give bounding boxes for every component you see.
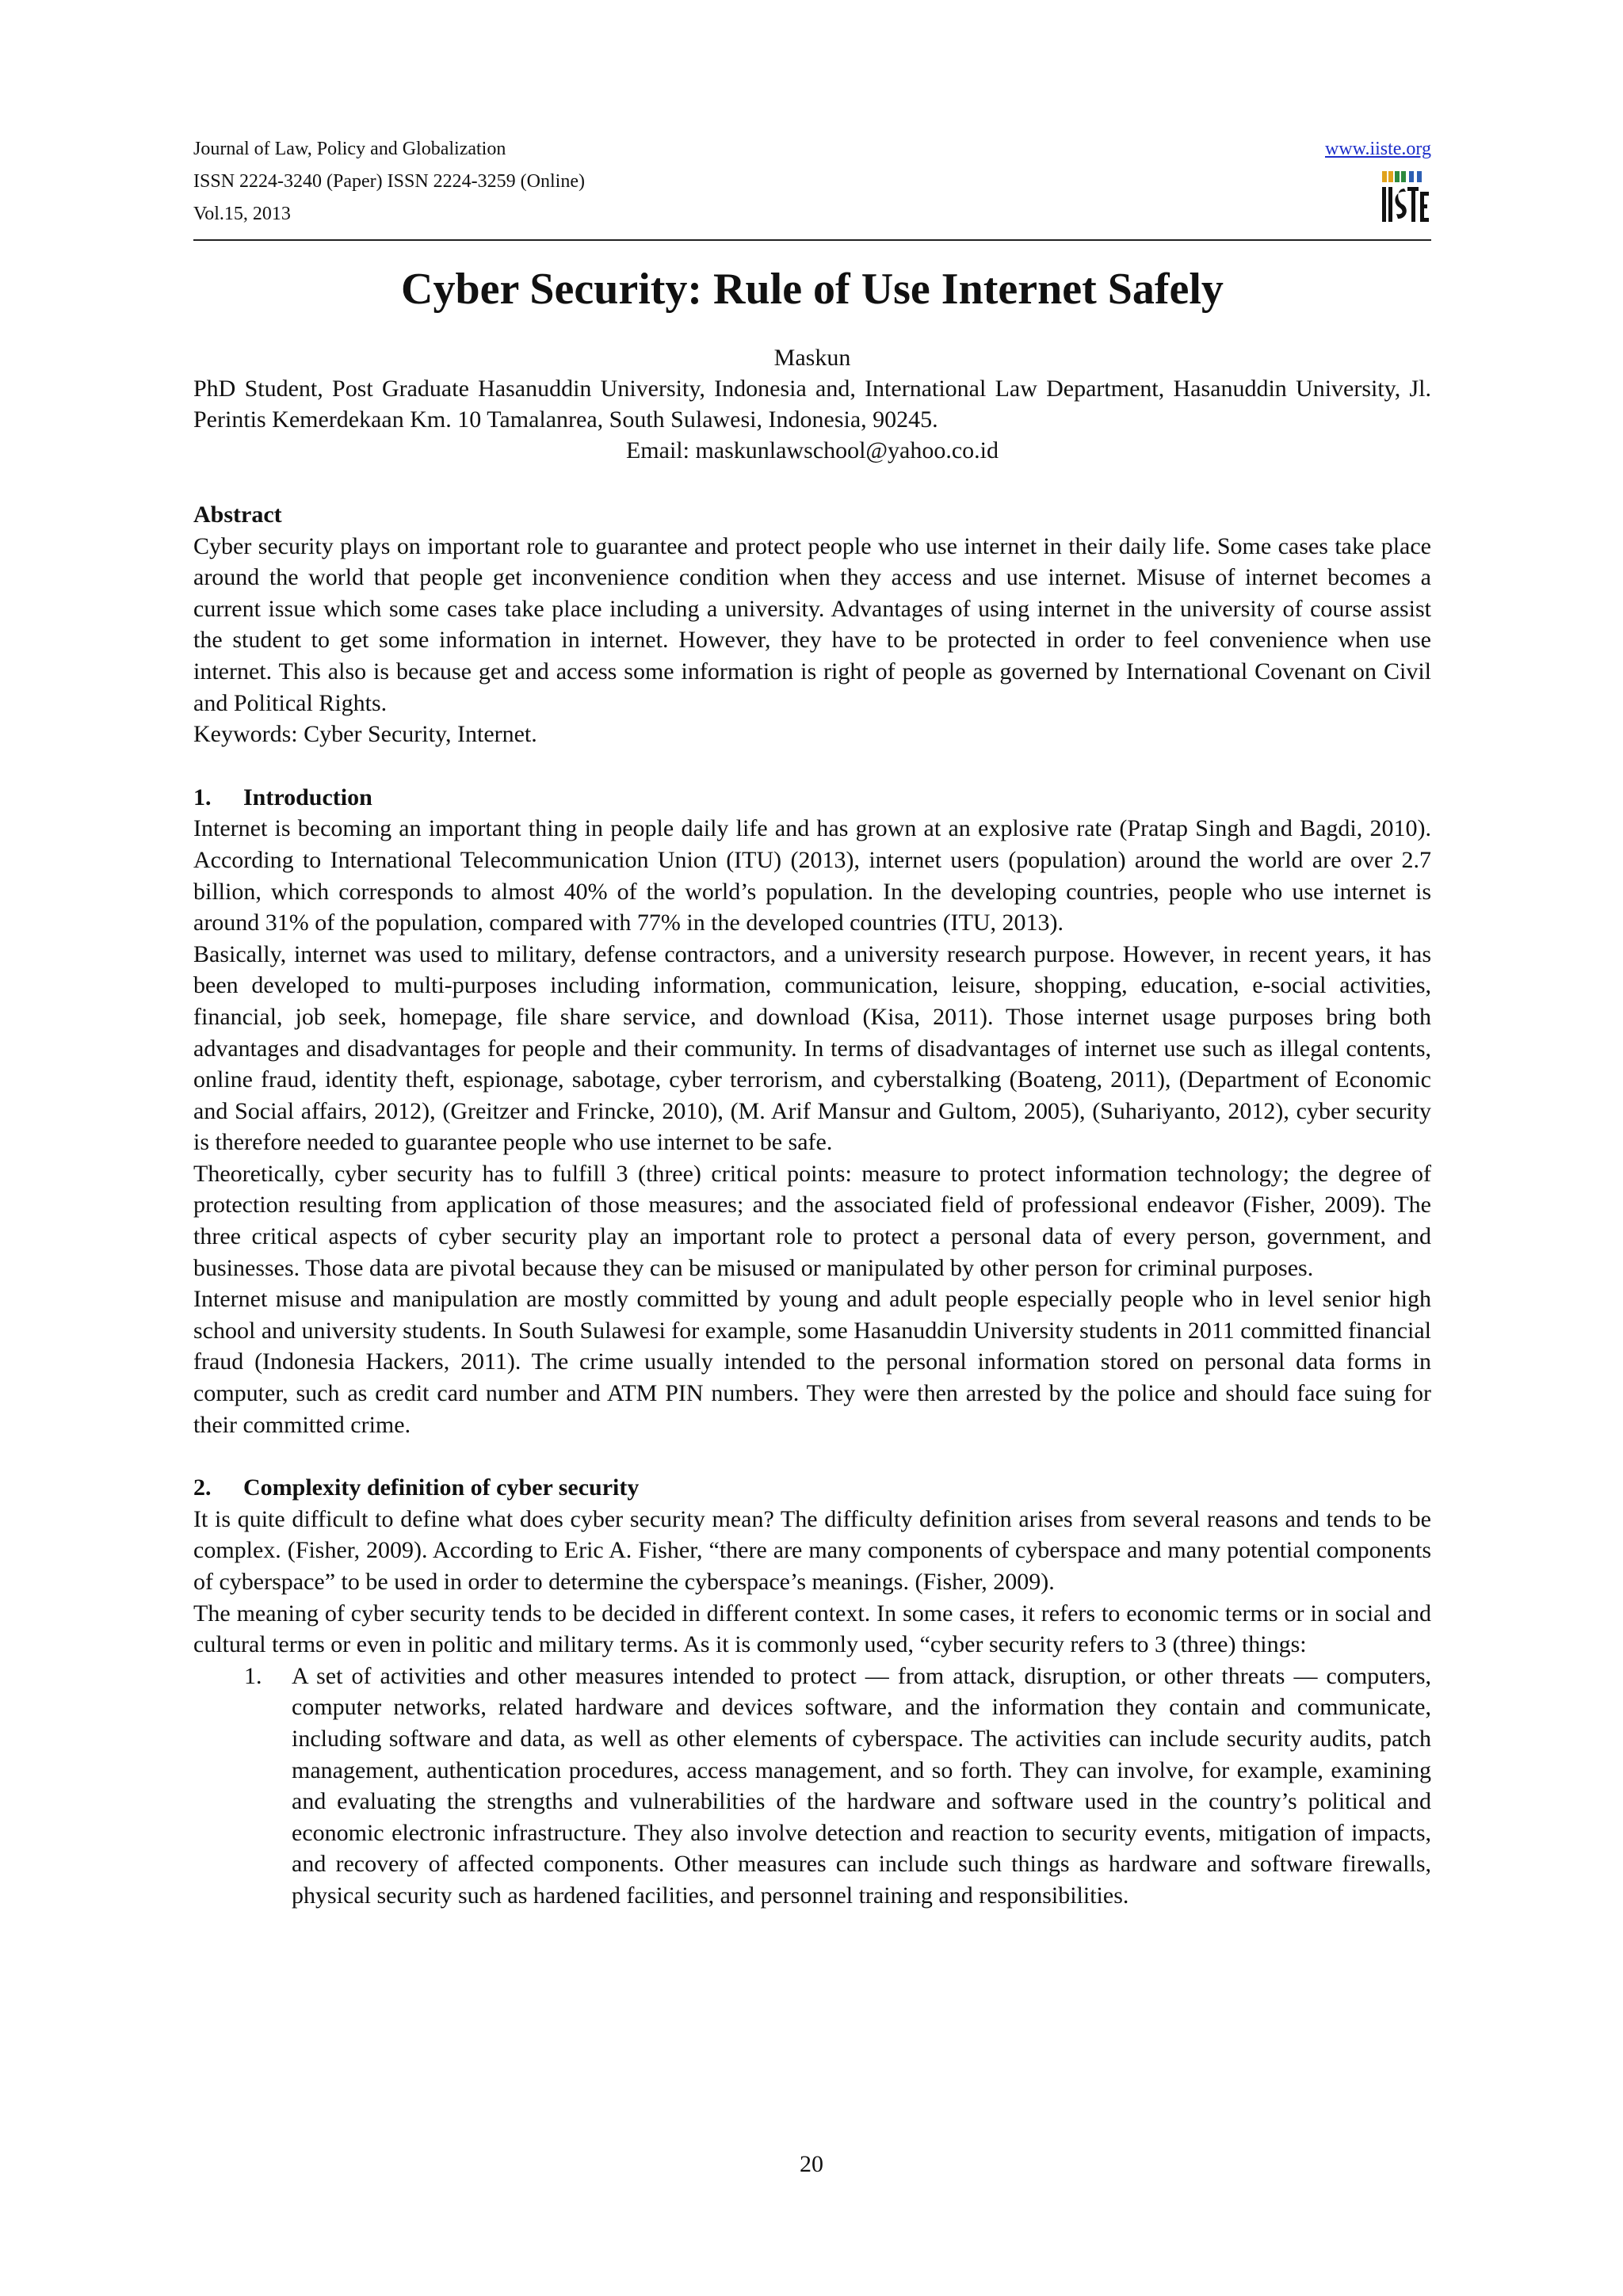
journal-name: Journal of Law, Policy and Globalization: [193, 139, 506, 159]
section-1-heading: [193, 782, 1431, 814]
paper-title: Cyber Security: Rule of Use Internet Safely: [401, 265, 1224, 314]
section-1-paragraph: Theoretically, cyber security has to fulfill 3 (three) critical points: measure to protect information technology; the degree of protection resulting from application of those measures; and the associated field of professional endeavor (Fisher, 2009). The three critical aspects of cyber security play an important role to protect a personal data of every person, government, and businesses. Those data are pivotal because they can be misused or manipulated by other person for criminal purposes.: [193, 1160, 1431, 1281]
journal-issn: ISSN 2224-3240 (Paper) ISSN 2224-3259 (Online): [193, 171, 585, 192]
section-2-paragraph: It is quite difficult to define what does cyber security mean? The difficulty definition arises from several reasons and tends to be complex. (Fisher, 2009). According to Eric A. Fisher, “there are many components of cyberspace and many potential components of cyberspace” to be used in order to determine the cyberspace’s meanings. (Fisher, 2009).: [193, 1505, 1431, 1595]
cyber-security-definition-list: [193, 1661, 1431, 1912]
list-item-text: A set of activities and other measures intended to protect — from attack, disruption, or other threats — computers, computer networks, related hardware and devices software, and the information they contain and communicate, including software and data, as well as other elements of cyberspace. The activities can include security audits, patch management, authentication procedures, access management, and so forth. They can involve, for example, examining and evaluating the strengths and vulnerabilities of the hardware and software used in the country’s political and economic electronic infrastructure. They also involve detection and reaction to security events, mitigation of impacts, and recovery of affected components. Other measures can include such things as hardware and software firewalls, physical security such as hardened facilities, and personnel training and responsibilities.: [292, 1662, 1431, 1909]
section-2-paragraph: The meaning of cyber security tends to be decided in different context. In some cases, it refers to economic terms or in social and cultural terms or even in politic and military terms. As it is commonly used, “cyber security refers to 3 (three) things:: [193, 1600, 1431, 1658]
keywords: Keywords: Cyber Security, Internet.: [193, 721, 537, 748]
section-1-number: 1.: [193, 784, 212, 810]
author-affiliation: PhD Student, Post Graduate Hasanuddin University, Indonesia and, International Law Department, Hasanuddin University, Jl. Perintis Kemerdekaan Km. 10 Tamalanrea, South Sulawesi, Indonesia, 90245.: [193, 376, 1431, 433]
author-email: Email: maskunlawschool@yahoo.co.id: [625, 437, 999, 463]
section-2-number: 2.: [193, 1474, 212, 1501]
abstract-heading: Abstract: [193, 502, 282, 528]
author-block: [193, 342, 1431, 466]
journal-volume: Vol.15, 2013: [193, 204, 291, 224]
page-number: 20: [800, 2151, 823, 2177]
paper-body: [193, 499, 1431, 1912]
section-1-paragraph: Internet misuse and manipulation are mostly committed by young and adult people especially people who in level senior high school and university students. In South Sulawesi for example, some Hasanuddin University students in 2011 committed financial fraud (Indonesia Hackers, 2011). The crime usually intended to the personal information stored on personal data forms in computer, such as credit card number and ATM PIN numbers. They were then arrested by the police and should face suing for their committed crime.: [193, 1286, 1431, 1438]
section-2-heading: [193, 1472, 1431, 1504]
journal-url-link[interactable]: www.iiste.org: [1325, 139, 1431, 159]
iiste-logo: [1381, 168, 1430, 225]
section-1-paragraph: Basically, internet was used to military, defense contractors, and a university research purpose. However, in recent years, it has been developed to multi-purposes including information, communication, leisure, shopping, education, e-social activities, financial, job seek, homepage, file share service, and download (Kisa, 2011). Those internet usage purposes bring both advantages and disadvantages for people and their community. In terms of disadvantages of internet use such as illegal contents, online fraud, identity theft, espionage, sabotage, cyber terrorism, and cyberstalking (Boateng, 2011), (Department of Economic and Social affairs, 2012), (Greitzer and Frincke, 2010), (M. Arif Mansur and Gultom, 2005), (Suhariyanto, 2012), cyber security is therefore needed to guarantee people who use internet to be safe.: [193, 940, 1431, 1156]
section-1-paragraph: Internet is becoming an important thing in people daily life and has grown at an explosive rate (Pratap Singh and Bagdi, 2010). According to International Telecommunication Union (ITU) (2013), internet users (population) around the world are over 2.7 billion, which corresponds to almost 40% of the world’s population. In the developing countries, people who use internet is around 31% of the population, compared with 77% in the developed countries (ITU, 2013).: [193, 815, 1431, 936]
list-item: [193, 1661, 1431, 1912]
abstract-text: Cyber security plays on important role to guarantee and protect people who use internet in their daily life. Some cases take place around the world that people get inconvenience condition when they access and use internet. Misuse of internet becomes a current issue which some cases take place including a university. Advantages of using internet in the university of course assist the student to get some information in internet. However, they have to be protected in order to feel convenience when use internet. This also is because get and access some information is right of people as governed by International Covenant on Civil and Political Rights.: [193, 532, 1431, 716]
list-item-number: 1.: [244, 1662, 262, 1689]
journal-header: [193, 133, 1431, 241]
section-1-title: Introduction: [243, 784, 372, 810]
author-name: Maskun: [773, 345, 851, 371]
section-2-title: Complexity definition of cyber security: [243, 1474, 640, 1501]
